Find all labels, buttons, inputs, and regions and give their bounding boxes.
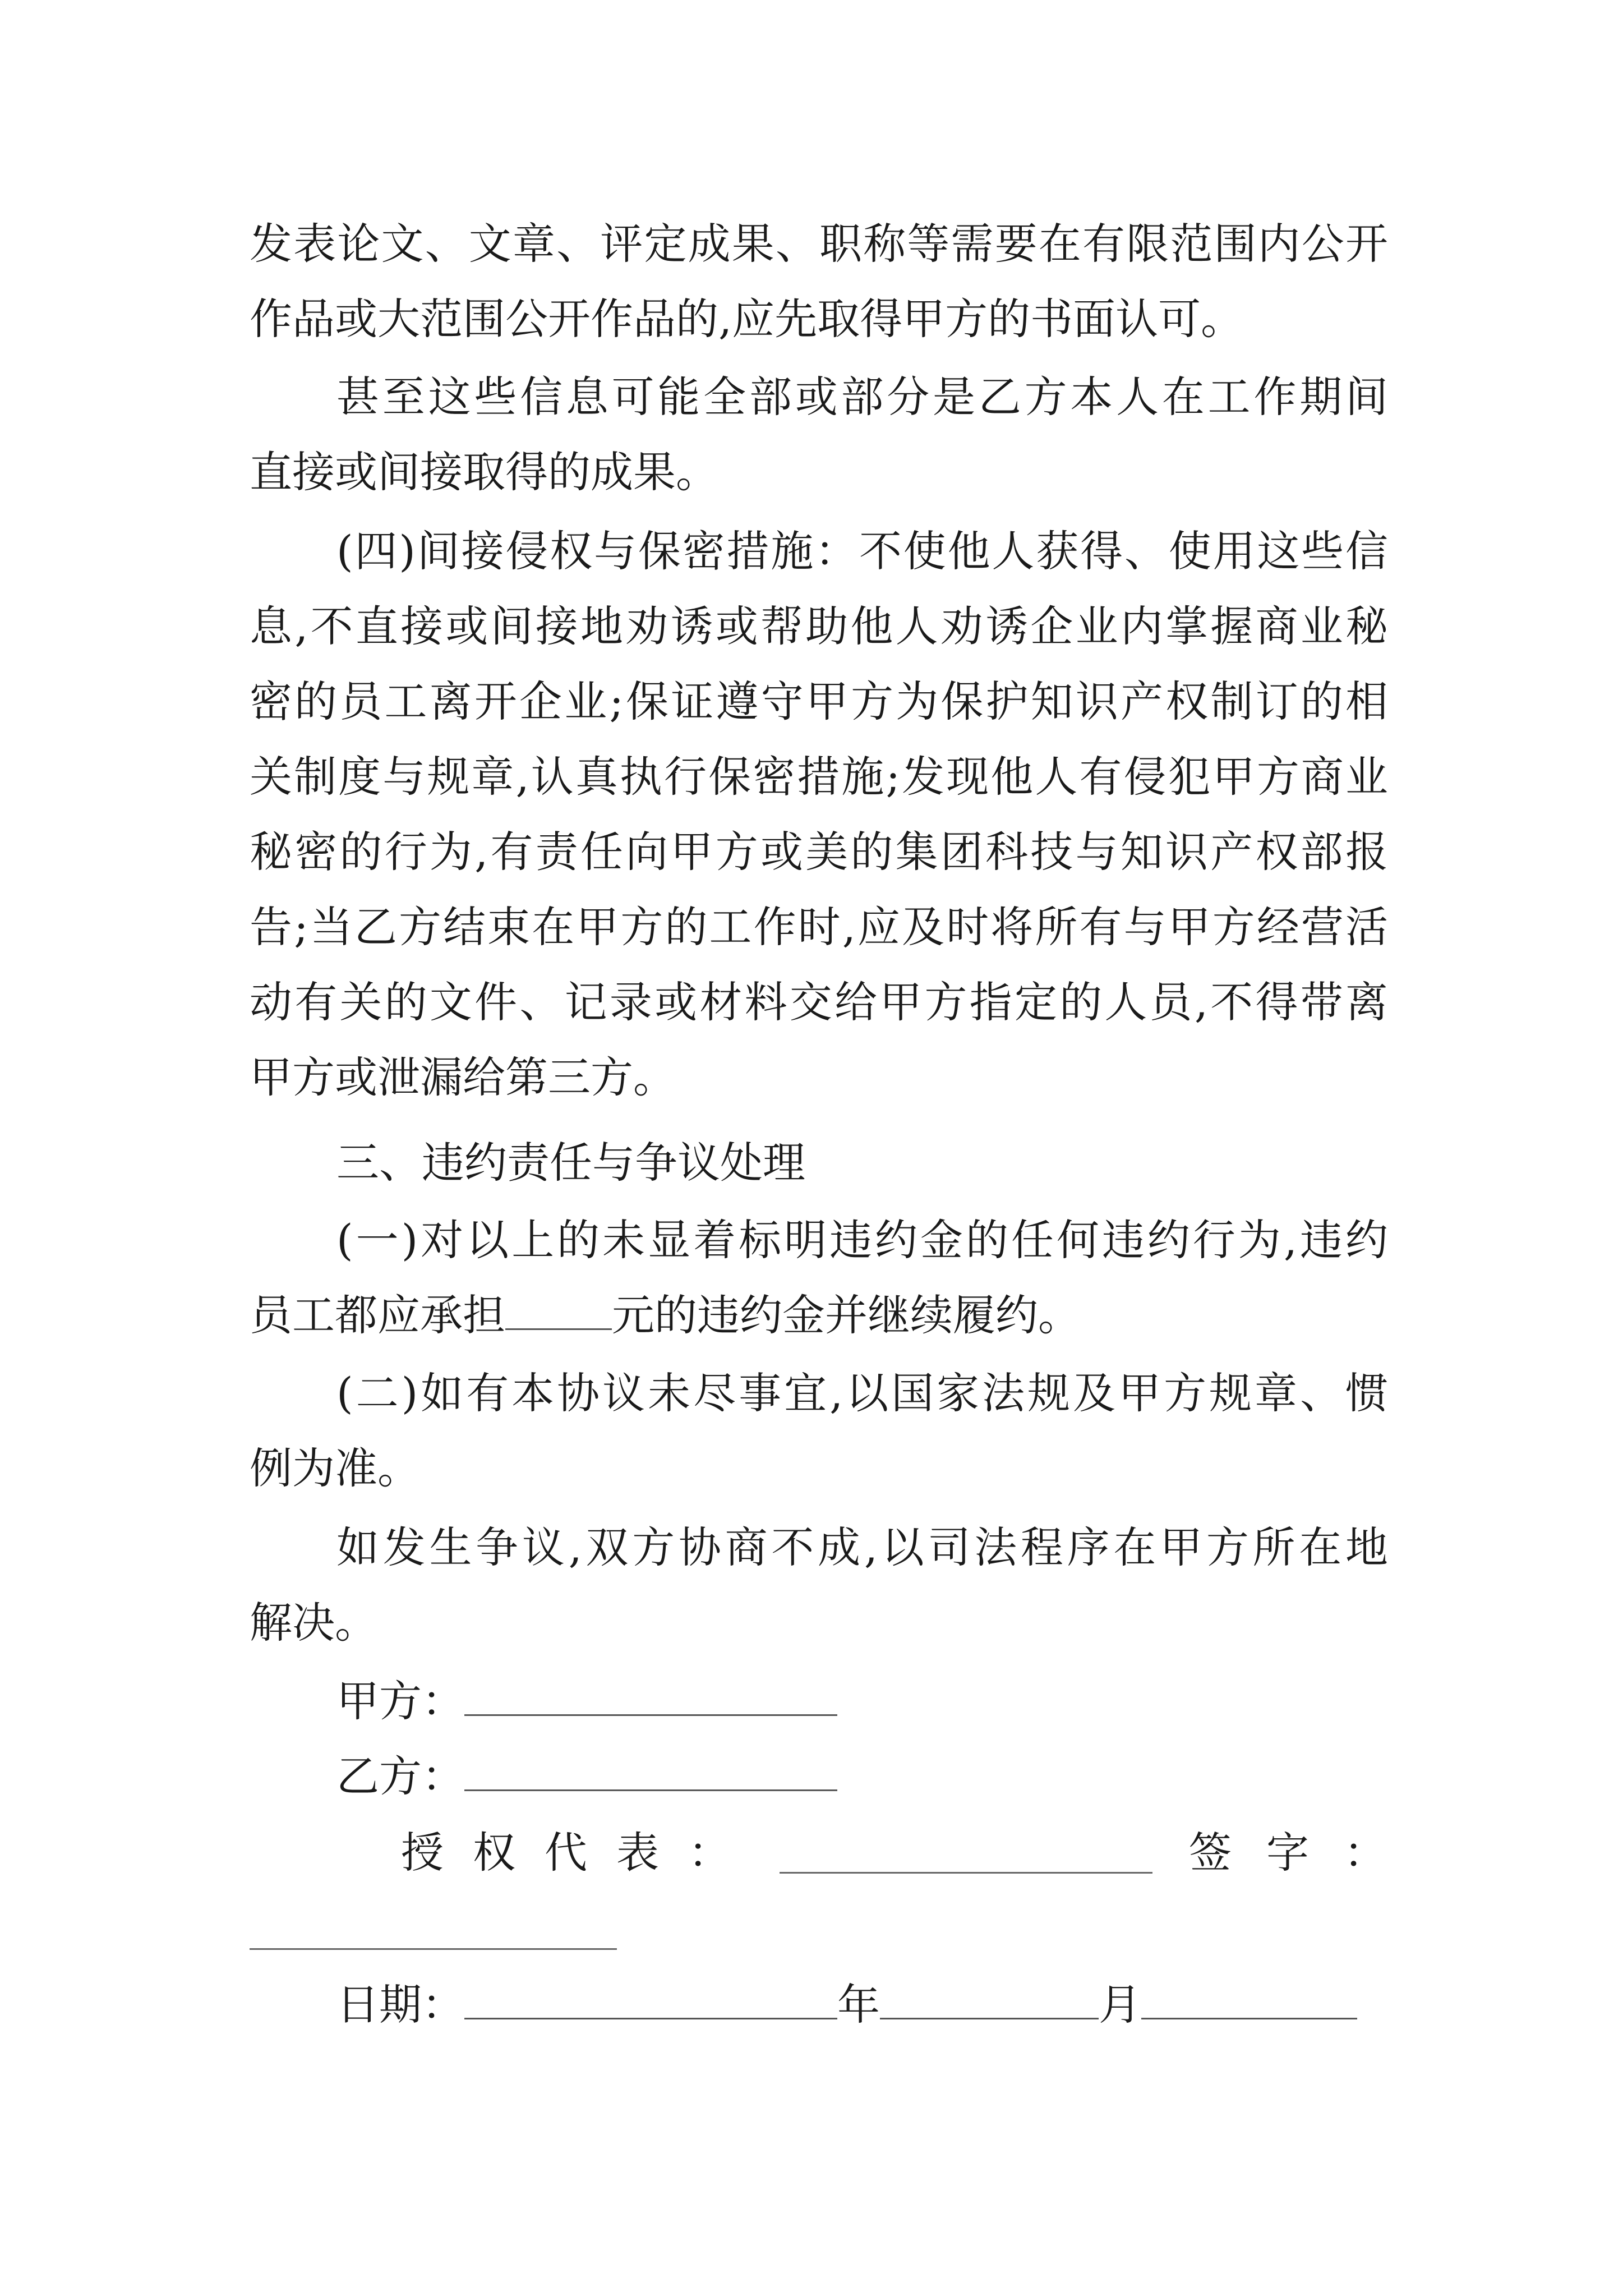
date-year-field[interactable] <box>880 1977 1099 2019</box>
text-line: 甲方或泄漏给第三方。 <box>250 1052 676 1102</box>
text-line: 息,不直接或间接地劝诱或帮助他人劝诱企业内掌握商业秘 <box>250 601 1388 651</box>
text-line: (一)对以上的未显着标明违约金的任何违约行为,违约 <box>336 1215 1388 1265</box>
year-label: 年 <box>837 1980 880 2030</box>
paragraph-indirect-infringement <box>250 514 1388 1115</box>
text-line: 例为准。 <box>250 1443 420 1493</box>
paragraph-publication-approval <box>250 206 1388 357</box>
text-line: 直接或间接取得的成果。 <box>250 447 718 497</box>
party-b-row <box>336 1739 837 1814</box>
authorized-rep-field[interactable] <box>780 1872 1152 1874</box>
paragraph-unresolved-matters <box>250 1356 1388 1506</box>
date-row <box>336 1967 1357 2042</box>
text-line: 告;当乙方结束在甲方的工作时,应及时将所有与甲方经营活 <box>250 902 1388 952</box>
text-fragment: 员工都应承担 <box>250 1290 505 1340</box>
month-label: 月 <box>1099 1980 1141 2030</box>
text-line: 关制度与规章,认真执行保密措施;发现他人有侵犯甲方商业 <box>250 752 1388 802</box>
date-day-field[interactable] <box>464 1977 837 2019</box>
text-line: 动有关的文件、记录或材料交给甲方指定的人员,不得带离 <box>250 977 1388 1027</box>
text-line: 作品或大范围公开作品的,应先取得甲方的书面认可。 <box>250 294 1244 344</box>
penalty-amount-blank[interactable] <box>505 1288 612 1330</box>
text-fragment: 元的违约金并继续履约。 <box>612 1290 1081 1340</box>
party-b-field[interactable] <box>464 1749 837 1791</box>
text-line: 密的员工离开企业;保证遵守甲方为保护知识产权制订的相 <box>250 677 1388 726</box>
text-line: (二)如有本协议未尽事宜,以国家法规及甲方规章、惯 <box>336 1368 1388 1418</box>
authorized-rep-label: 授权代表： <box>401 1828 760 1878</box>
text-line: (四)间接侵权与保密措施：不使他人获得、使用这些信 <box>336 526 1388 576</box>
signature-label: 签字： <box>1189 1828 1421 1878</box>
date-month-field[interactable] <box>1141 1977 1357 2019</box>
paragraph-work-results <box>250 360 1388 510</box>
party-a-label: 甲方： <box>336 1676 464 1726</box>
section-heading-text: 三、违约责任与争议处理 <box>336 1138 805 1188</box>
party-a-row <box>336 1664 837 1739</box>
text-line: 发表论文、文章、评定成果、职称等需要在有限范围内公开 <box>250 219 1388 269</box>
text-line: 如发生争议,双方协商不成,以司法程序在甲方所在地 <box>336 1522 1388 1572</box>
text-line: 解决。 <box>250 1598 377 1648</box>
paragraph-dispute-resolution <box>250 1510 1388 1660</box>
signature-field[interactable] <box>250 1948 617 1950</box>
date-label: 日期： <box>336 1980 464 2030</box>
text-line: 秘密的行为,有责任向甲方或美的集团科技与知识产权部报 <box>250 827 1388 877</box>
party-b-label: 乙方： <box>336 1751 464 1801</box>
text-line-with-blank <box>250 1278 1388 1353</box>
text-line: 甚至这些信息可能全部或部分是乙方本人在工作期间 <box>336 372 1388 422</box>
paragraph-penalty <box>250 1203 1388 1353</box>
party-a-field[interactable] <box>464 1674 837 1716</box>
section-heading <box>250 1125 1388 1200</box>
